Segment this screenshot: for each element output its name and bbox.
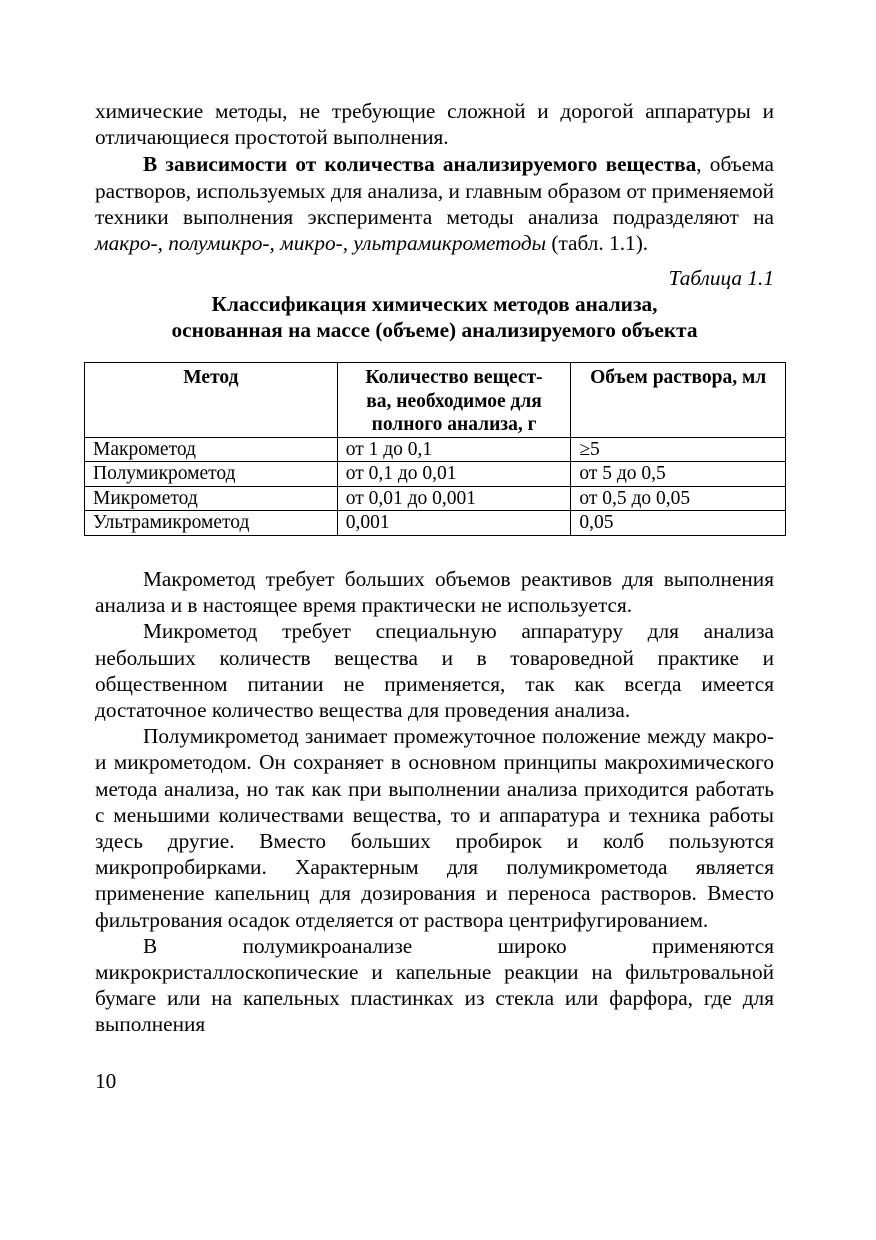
header-amount-line1: Количество вещест-: [365, 367, 543, 388]
cell-volume: 0,05: [571, 511, 786, 536]
cell-method: Микрометод: [85, 486, 338, 511]
cell-method: Макрометод: [85, 437, 338, 462]
methods-italic: макро-, полумикро-, микро-, ультрамикрометоды: [95, 231, 547, 256]
table-title-line2: основанная на массе (объеме) анализируемого объекта: [171, 318, 698, 343]
table-number: Таблица 1.1: [668, 266, 774, 291]
cell-volume: от 0,5 до 0,05: [571, 486, 786, 511]
table-header-row: [85, 363, 786, 438]
cell-method: Полумикрометод: [85, 462, 338, 487]
classification-table: [84, 362, 786, 536]
header-amount: [337, 363, 571, 438]
header-method: Метод: [85, 363, 338, 438]
cell-amount: от 0,01 до 0,001: [337, 486, 571, 511]
page-top: [95, 98, 774, 343]
table-ref: (табл. 1.1).: [546, 231, 649, 256]
intro-paragraph: [95, 151, 774, 256]
table-row: [85, 437, 786, 462]
table-row: [85, 511, 786, 536]
page-number: 10: [95, 1069, 117, 1093]
body-text: [95, 566, 774, 1038]
paragraph-macro: Макрометод требует больших объемов реактивов для выполнения анализа и в настоящее время практически не используется.: [95, 567, 774, 618]
cell-volume: ≥5: [571, 437, 786, 462]
cell-amount: от 1 до 0,1: [337, 437, 571, 462]
table-row: [85, 462, 786, 487]
intro-text: , объема растворов, используемых для анализа, и главным образом от применяемой техники выполнения эксперимента методы анализа подразделяют на: [95, 152, 775, 229]
table-title-line1: Классификация химических методов анализа,: [211, 292, 658, 317]
paragraph-semimicro: Полумикрометод занимает промежуточное положение между макро- и микрометодом. Он сохраняет в основном принципы макрохимического метода анализа, но так как при выполнении анализа приходится работать с меньшими количествами вещества, то и аппаратура и техника работы здесь другие. Вместо больших пробирок и колб пользуются микропробирками. Характерным для полумикрометода является применение капельниц для дозирования и переноса растворов. Вместо фильтрования осадок отделяется от раствора центрифугированием.: [95, 724, 774, 932]
header-amount-line3: полного анализа, г: [371, 414, 537, 435]
cell-amount: 0,001: [337, 511, 571, 536]
paragraph-semimicro-analysis: В полумикроанализе широко применяются микрокристаллоскопические и капельные реакции на фильтровальной бумаге или на капельных пластинках из стекла или фарфора, где для выполнения: [95, 933, 774, 1037]
header-amount-line2: ва, необходимое для: [366, 390, 542, 412]
table-row: [85, 486, 786, 511]
cell-volume: от 5 до 0,5: [571, 462, 786, 487]
bold-lead: В зависимости от количества анализируемого вещества: [143, 152, 697, 177]
cell-method: Ультрамикрометод: [85, 511, 338, 536]
cell-amount: от 0,1 до 0,01: [337, 462, 571, 487]
intro-continuation: химические методы, не требующие сложной и дорогой аппаратуры и отличающиеся простотой выполнения.: [95, 99, 774, 150]
paragraph-micro: Микрометод требует специальную аппаратуру для анализа небольших количеств вещества и в товароведной практике и общественном питании не применяется, так как всегда имеется достаточное количество вещества для проведения анализа.: [95, 619, 774, 723]
header-volume: Объем раствора, мл: [571, 363, 786, 438]
